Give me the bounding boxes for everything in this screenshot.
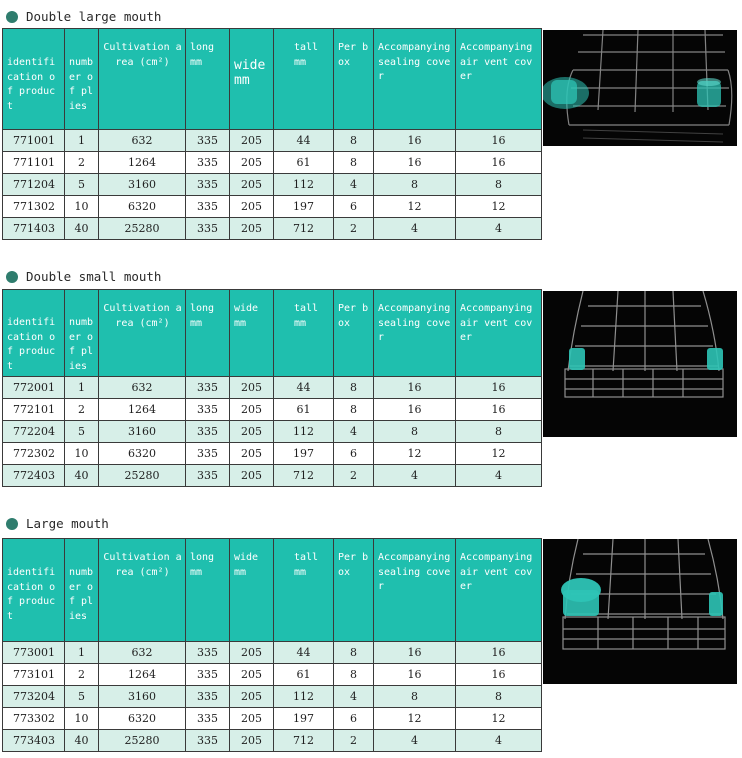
header-air-vent-cover: Accompanying air vent cover [456, 29, 542, 130]
cell-area: 6320 [99, 196, 186, 218]
cell-sealing: 16 [374, 399, 456, 421]
cell-vent: 12 [456, 196, 542, 218]
header-plies: number of plies [65, 290, 99, 377]
section-3-title [6, 516, 109, 531]
cell-tall: 44 [274, 130, 334, 152]
cell-per-box: 4 [334, 686, 374, 708]
header-sealing-cover: Accompanying sealing cover [374, 539, 456, 642]
cell-long: 335 [186, 218, 230, 240]
header-wide: wide mm [230, 539, 274, 642]
header-cultivation-area: Cultivation area (cm²) [99, 539, 186, 642]
cell-tall: 112 [274, 686, 334, 708]
cell-sealing: 4 [374, 730, 456, 752]
header-air-vent-cover: Accompanying air vent cover [456, 539, 542, 642]
cell-wide: 205 [230, 686, 274, 708]
cell-sealing: 16 [374, 642, 456, 664]
header-long: long mm [186, 29, 230, 130]
cell-sealing: 16 [374, 152, 456, 174]
cell-per-box: 2 [334, 730, 374, 752]
cell-sealing: 4 [374, 465, 456, 487]
header-wide: wide mm [230, 29, 274, 130]
cell-tall: 61 [274, 399, 334, 421]
table-row [3, 218, 542, 240]
cell-sealing: 4 [374, 218, 456, 240]
section-3-table [2, 538, 542, 752]
cell-plies: 10 [65, 196, 99, 218]
cell-area: 3160 [99, 421, 186, 443]
section-2-title [6, 269, 161, 284]
section-1-title-text: Double large mouth [26, 9, 162, 24]
cell-per-box: 8 [334, 152, 374, 174]
cell-wide: 205 [230, 399, 274, 421]
section-3-title-text: Large mouth [26, 516, 109, 531]
cell-tall: 712 [274, 218, 334, 240]
cell-per-box: 2 [334, 465, 374, 487]
cell-wide: 205 [230, 708, 274, 730]
cell-id: 771403 [3, 218, 65, 240]
header-tall: tall mm [274, 290, 334, 377]
cell-id: 773302 [3, 708, 65, 730]
cell-plies: 2 [65, 399, 99, 421]
cell-id: 772001 [3, 377, 65, 399]
cell-wide: 205 [230, 443, 274, 465]
cell-area: 632 [99, 130, 186, 152]
cell-id: 773403 [3, 730, 65, 752]
cell-id: 771302 [3, 196, 65, 218]
cell-tall: 44 [274, 642, 334, 664]
cell-vent: 16 [456, 377, 542, 399]
cell-vent: 16 [456, 642, 542, 664]
cell-vent: 16 [456, 152, 542, 174]
header-tall: tall mm [274, 29, 334, 130]
section-2-title-text: Double small mouth [26, 269, 162, 284]
table-header-row [3, 29, 542, 130]
cell-sealing: 8 [374, 686, 456, 708]
cell-id: 771204 [3, 174, 65, 196]
header-tall: tall mm [274, 539, 334, 642]
cell-area: 25280 [99, 730, 186, 752]
product-photo-large-mouth [543, 539, 737, 684]
table-row [3, 664, 542, 686]
cell-long: 335 [186, 174, 230, 196]
cell-area: 25280 [99, 465, 186, 487]
table-row [3, 730, 542, 752]
section-1-table [2, 28, 542, 240]
cell-long: 335 [186, 196, 230, 218]
header-sealing-cover: Accompanying sealing cover [374, 29, 456, 130]
cell-wide: 205 [230, 642, 274, 664]
cell-tall: 197 [274, 443, 334, 465]
cell-id: 771001 [3, 130, 65, 152]
header-sealing-cover: Accompanying sealing cover [374, 290, 456, 377]
header-air-vent-cover: Accompanying air vent cover [456, 290, 542, 377]
section-2-table [2, 289, 542, 487]
cell-wide: 205 [230, 465, 274, 487]
cell-tall: 712 [274, 730, 334, 752]
table-row [3, 152, 542, 174]
cell-id: 772302 [3, 443, 65, 465]
cell-wide: 205 [230, 664, 274, 686]
cell-area: 1264 [99, 664, 186, 686]
cell-id: 772101 [3, 399, 65, 421]
cell-area: 6320 [99, 443, 186, 465]
cell-tall: 61 [274, 664, 334, 686]
cell-tall: 197 [274, 196, 334, 218]
cell-vent: 4 [456, 218, 542, 240]
cell-plies: 40 [65, 465, 99, 487]
cell-id: 772403 [3, 465, 65, 487]
cell-plies: 2 [65, 664, 99, 686]
cell-vent: 12 [456, 443, 542, 465]
cell-plies: 1 [65, 642, 99, 664]
table-row [3, 130, 542, 152]
cell-long: 335 [186, 399, 230, 421]
cell-id: 773001 [3, 642, 65, 664]
cell-long: 335 [186, 686, 230, 708]
cell-wide: 205 [230, 196, 274, 218]
section-1-title [6, 9, 161, 24]
flask-stack-image [543, 30, 737, 146]
cell-plies: 1 [65, 377, 99, 399]
cell-vent: 16 [456, 130, 542, 152]
header-long: long mm [186, 290, 230, 377]
cell-tall: 112 [274, 174, 334, 196]
cell-per-box: 8 [334, 664, 374, 686]
table-row [3, 196, 542, 218]
cell-per-box: 8 [334, 130, 374, 152]
cell-per-box: 4 [334, 174, 374, 196]
table-row [3, 465, 542, 487]
cell-tall: 712 [274, 465, 334, 487]
product-photo-double-large-mouth [543, 30, 737, 146]
bullet-icon [6, 271, 18, 283]
cell-vent: 8 [456, 421, 542, 443]
table-header-row [3, 290, 542, 377]
cell-vent: 8 [456, 686, 542, 708]
header-plies: number of plies [65, 29, 99, 130]
bullet-icon [6, 518, 18, 530]
cell-per-box: 8 [334, 399, 374, 421]
header-per-box: Per box [334, 290, 374, 377]
header-plies: number of plies [65, 539, 99, 642]
cell-sealing: 16 [374, 664, 456, 686]
cell-per-box: 6 [334, 443, 374, 465]
cell-id: 771101 [3, 152, 65, 174]
cell-area: 3160 [99, 174, 186, 196]
table-row [3, 377, 542, 399]
cell-sealing: 8 [374, 421, 456, 443]
table-row [3, 174, 542, 196]
cell-plies: 10 [65, 708, 99, 730]
cell-area: 3160 [99, 686, 186, 708]
cell-long: 335 [186, 421, 230, 443]
cell-per-box: 8 [334, 642, 374, 664]
header-identification: identification of product [3, 539, 65, 642]
header-per-box: Per box [334, 29, 374, 130]
header-cultivation-area: Cultivation area (cm²) [99, 29, 186, 130]
cell-vent: 12 [456, 708, 542, 730]
cell-per-box: 6 [334, 708, 374, 730]
product-photo-double-small-mouth [543, 291, 737, 437]
cell-sealing: 12 [374, 196, 456, 218]
cell-wide: 205 [230, 421, 274, 443]
header-wide: wide mm [230, 290, 274, 377]
cell-vent: 16 [456, 399, 542, 421]
header-per-box: Per box [334, 539, 374, 642]
cell-area: 632 [99, 377, 186, 399]
cell-wide: 205 [230, 174, 274, 196]
cell-plies: 2 [65, 152, 99, 174]
table-row [3, 708, 542, 730]
cell-plies: 5 [65, 421, 99, 443]
cell-sealing: 16 [374, 377, 456, 399]
flask-stack-image [543, 291, 737, 437]
table-header-row [3, 539, 542, 642]
flask-stack-image [543, 539, 737, 684]
header-long: long mm [186, 539, 230, 642]
cell-long: 335 [186, 664, 230, 686]
cell-long: 335 [186, 377, 230, 399]
cell-area: 25280 [99, 218, 186, 240]
table-row [3, 686, 542, 708]
cell-tall: 61 [274, 152, 334, 174]
cell-long: 335 [186, 465, 230, 487]
cell-sealing: 12 [374, 708, 456, 730]
cell-area: 632 [99, 642, 186, 664]
cell-id: 773101 [3, 664, 65, 686]
cell-vent: 4 [456, 465, 542, 487]
cell-area: 1264 [99, 399, 186, 421]
cell-long: 335 [186, 708, 230, 730]
cell-wide: 205 [230, 730, 274, 752]
cell-wide: 205 [230, 377, 274, 399]
table-row [3, 642, 542, 664]
cell-plies: 1 [65, 130, 99, 152]
cell-plies: 40 [65, 730, 99, 752]
cell-plies: 40 [65, 218, 99, 240]
cell-sealing: 16 [374, 130, 456, 152]
cell-vent: 8 [456, 174, 542, 196]
cell-long: 335 [186, 152, 230, 174]
cell-per-box: 2 [334, 218, 374, 240]
cell-sealing: 8 [374, 174, 456, 196]
cell-plies: 5 [65, 174, 99, 196]
cell-vent: 16 [456, 664, 542, 686]
table-row [3, 421, 542, 443]
cell-sealing: 12 [374, 443, 456, 465]
cell-long: 335 [186, 642, 230, 664]
cell-plies: 5 [65, 686, 99, 708]
cell-per-box: 4 [334, 421, 374, 443]
header-identification: identification of product [3, 29, 65, 130]
cell-tall: 44 [274, 377, 334, 399]
cell-long: 335 [186, 443, 230, 465]
cell-tall: 112 [274, 421, 334, 443]
cell-per-box: 6 [334, 196, 374, 218]
cell-wide: 205 [230, 152, 274, 174]
table-row [3, 399, 542, 421]
cell-area: 1264 [99, 152, 186, 174]
cell-id: 772204 [3, 421, 65, 443]
cell-area: 6320 [99, 708, 186, 730]
cell-tall: 197 [274, 708, 334, 730]
cell-plies: 10 [65, 443, 99, 465]
header-identification: identification of product [3, 290, 65, 377]
cell-id: 773204 [3, 686, 65, 708]
cell-vent: 4 [456, 730, 542, 752]
cell-wide: 205 [230, 130, 274, 152]
cell-long: 335 [186, 730, 230, 752]
table-row [3, 443, 542, 465]
cell-wide: 205 [230, 218, 274, 240]
cell-long: 335 [186, 130, 230, 152]
bullet-icon [6, 11, 18, 23]
cell-per-box: 8 [334, 377, 374, 399]
header-cultivation-area: Cultivation area (cm²) [99, 290, 186, 377]
